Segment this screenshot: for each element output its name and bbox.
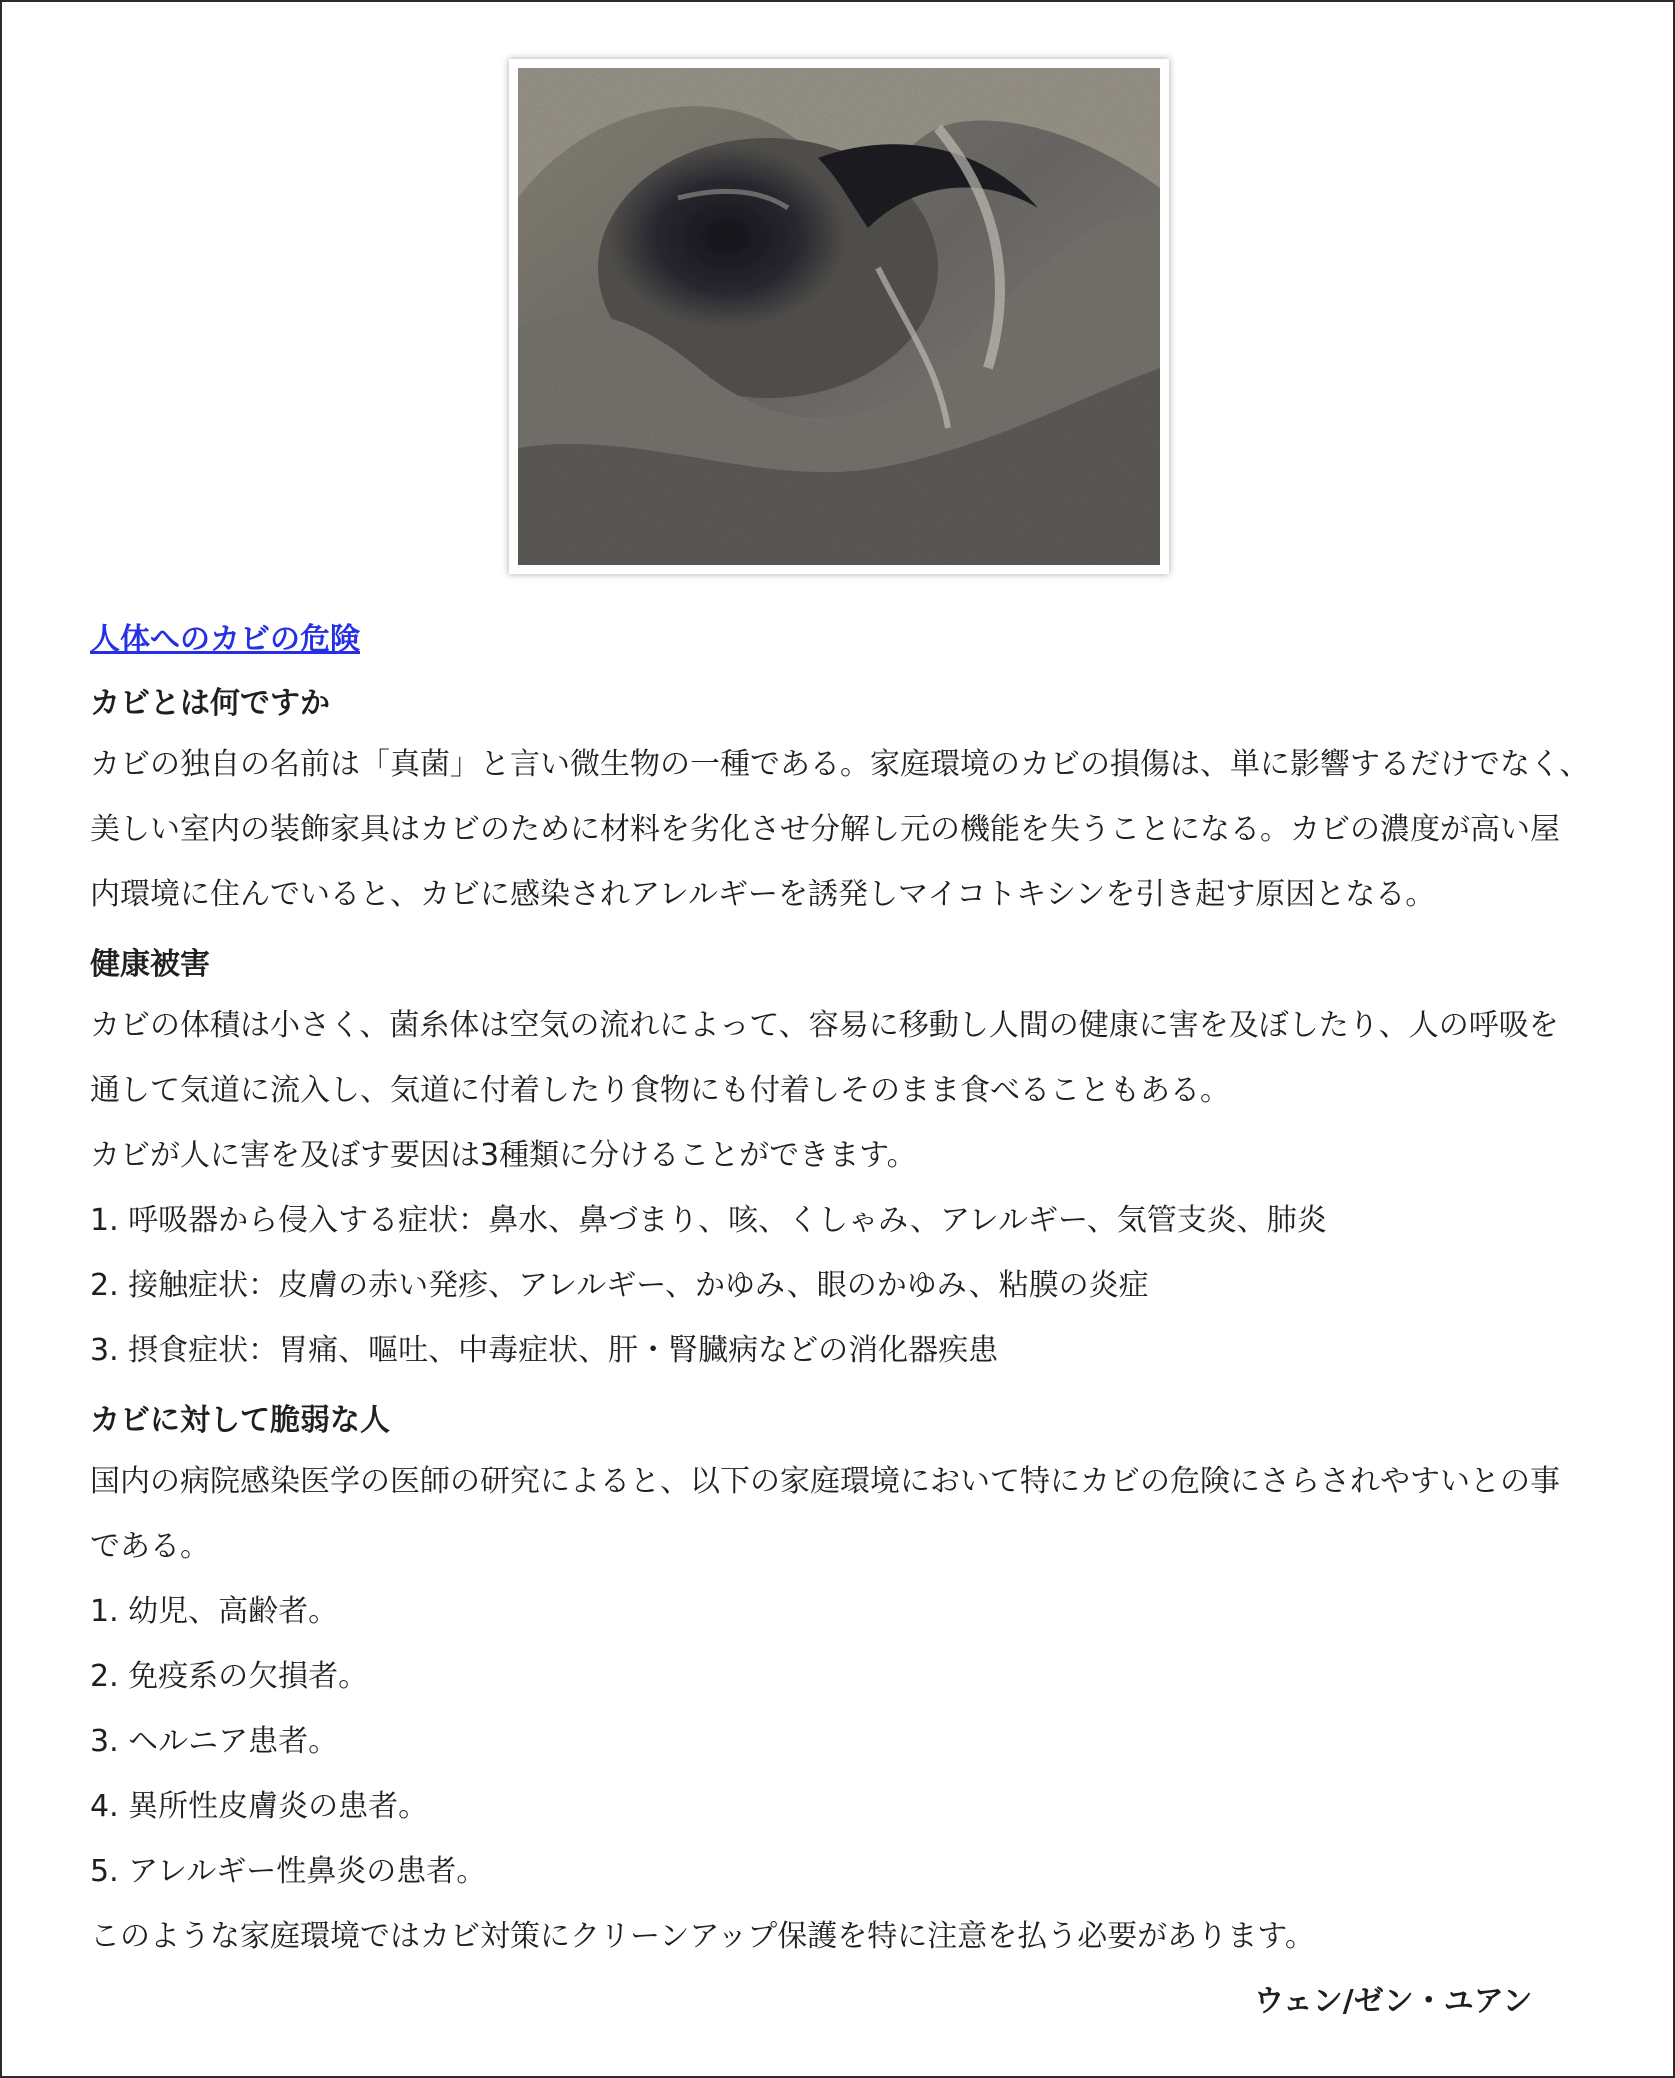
list-item: 1. 幼児、高齢者。 [90, 1594, 339, 1629]
section-heading-vulnerable-people: カビに対して脆弱な人 [90, 1403, 390, 1438]
list-item: 2. 接触症状：皮膚の赤い発疹、アレルギー、かゆみ、眼のかゆみ、粘膜の炎症 [90, 1268, 1149, 1303]
paragraph-line: カビが人に害を及ぼす要因は3種類に分けることができます。 [90, 1138, 917, 1173]
list-item: 5. アレルギー性鼻炎の患者。 [90, 1854, 487, 1889]
list-item: 2. 免疫系の欠損者。 [90, 1659, 369, 1694]
list-item: 4. 異所性皮膚炎の患者。 [90, 1789, 429, 1824]
mold-microscope-image [518, 68, 1160, 565]
section-heading-health-damage: 健康被害 [90, 947, 210, 982]
paragraph-line: 美しい室内の装飾家具はカビのために材料を劣化させ分解し元の機能を失うことになる。カビの濃度が高い屋 [90, 812, 1560, 847]
paragraph-line: である。 [90, 1529, 210, 1564]
paragraph-line: 国内の病院感染医学の医師の研究によると、以下の家庭環境において特にカビの危険にさらされやすいとの事 [90, 1464, 1560, 1499]
author-signature: ウェン/ゼン・ユアン [1254, 1984, 1533, 2019]
paragraph-line: 通して気道に流入し、気道に付着したり食物にも付着しそのまま食べることもある。 [90, 1073, 1230, 1108]
paragraph-line: カビの体積は小さく、菌糸体は空気の流れによって、容易に移動し人間の健康に害を及ぼしたり、人の呼吸を [90, 1008, 1559, 1043]
list-item: 3. 摂食症状：胃痛、嘔吐、中毒症状、肝・腎臓病などの消化器疾患 [90, 1333, 999, 1368]
paragraph-line: カビの独自の名前は「真菌」と言い微生物の一種である。家庭環境のカビの損傷は、単に影響するだけでなく、 [90, 747, 1590, 782]
list-item: 1. 呼吸器から侵入する症状：鼻水、鼻づまり、咳、くしゃみ、アレルギー、気管支炎、肺炎 [90, 1203, 1327, 1238]
list-item: 3. ヘルニア患者。 [90, 1724, 339, 1759]
paragraph-line: このような家庭環境ではカビ対策にクリーンアップ保護を特に注意を払う必要があります。 [90, 1919, 1315, 1954]
paragraph-line: 内環境に住んでいると、カビに感染されアレルギーを誘発しマイコトキシンを引き起す原因となる。 [90, 877, 1436, 912]
section-heading-what-is-mold: カビとは何ですか [90, 686, 330, 721]
mold-photo-frame [509, 59, 1169, 574]
article-title-link[interactable]: 人体へのカビの危険 [90, 622, 360, 657]
article-body [90, 614, 1630, 1969]
